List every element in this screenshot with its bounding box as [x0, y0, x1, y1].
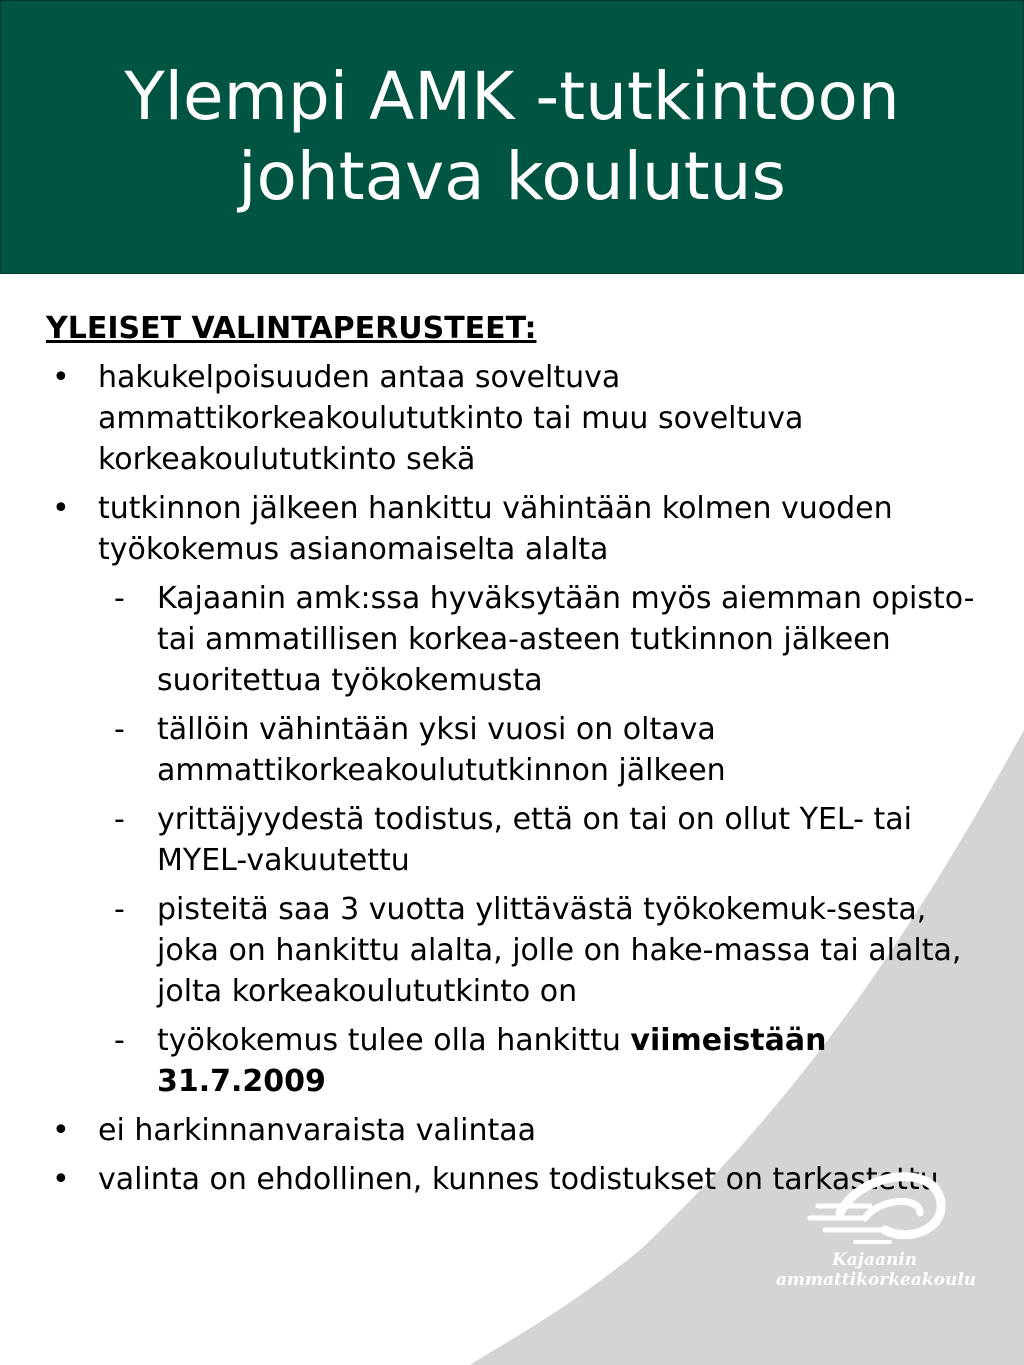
logo-line-1: Kajaanin	[832, 1250, 918, 1270]
sub-item-text: tällöin vähintään yksi vuosi on oltava ammattikorkeakoulututkinnon jälkeen	[157, 712, 726, 788]
bullet-item	[46, 1110, 986, 1151]
bullet-marker: •	[52, 491, 70, 526]
title-banner	[0, 0, 1024, 274]
sub-item	[112, 578, 986, 701]
bullet-item	[46, 357, 986, 480]
bullet-text: valinta on ehdollinen, kunnes todistukset on tarkastettu	[98, 1162, 939, 1197]
sub-item	[112, 799, 986, 881]
slide-title	[124, 57, 899, 217]
dash-marker: -	[114, 581, 125, 616]
sub-item-text: yrittäjyydestä todistus, että on tai on ollut YEL- tai MYEL-vakuutettu	[157, 802, 912, 878]
title-line-2: johtava koulutus	[238, 138, 786, 215]
bullet-marker: •	[52, 1162, 70, 1197]
dash-marker: -	[114, 892, 125, 927]
sub-item-text: pisteitä saa 3 vuotta ylittävästä työkokemuk-sesta, joka on hankittu alalta, jolle on hake-massa tai alalta, jolta korkeakoulututkinto on	[157, 892, 962, 1009]
bullet-text: ei harkinnanvaraista valintaa	[98, 1113, 537, 1148]
slide-body	[46, 308, 986, 1208]
deadline-date: viimeistään 31.7.2009	[157, 1023, 827, 1099]
logo-line-2: ammattikorkeakoulu	[776, 1270, 977, 1290]
dash-marker: -	[114, 712, 125, 747]
bullet-marker: •	[52, 360, 70, 395]
sub-item	[112, 889, 986, 1012]
sub-item	[112, 709, 986, 791]
dash-marker: -	[114, 1023, 125, 1058]
deadline-prefix: työkokemus tulee olla hankittu	[157, 1023, 631, 1058]
bullet-marker: •	[52, 1113, 70, 1148]
sub-item-text: Kajaanin amk:ssa hyväksytään myös aiemman opisto- tai ammatillisen korkea-asteen tutkinnon jälkeen suoritettua työkokemusta	[157, 581, 975, 698]
bullet-text: hakukelpoisuuden antaa soveltuva ammattikorkeakoulututkinto tai muu soveltuva korkeakoulututkinto sekä	[98, 360, 804, 477]
bullet-text: tutkinnon jälkeen hankittu vähintään kolmen vuoden työkokemus asianomaiselta alalta	[98, 491, 893, 567]
sub-item	[112, 1020, 986, 1102]
dash-marker: -	[114, 802, 125, 837]
kajaani-logo-text	[776, 1250, 986, 1290]
bullet-item	[46, 488, 986, 570]
title-line-1: Ylempi AMK -tutkintoon	[124, 58, 900, 135]
sub-item-text	[157, 1020, 986, 1102]
section-heading: YLEISET VALINTAPERUSTEET:	[46, 311, 537, 346]
